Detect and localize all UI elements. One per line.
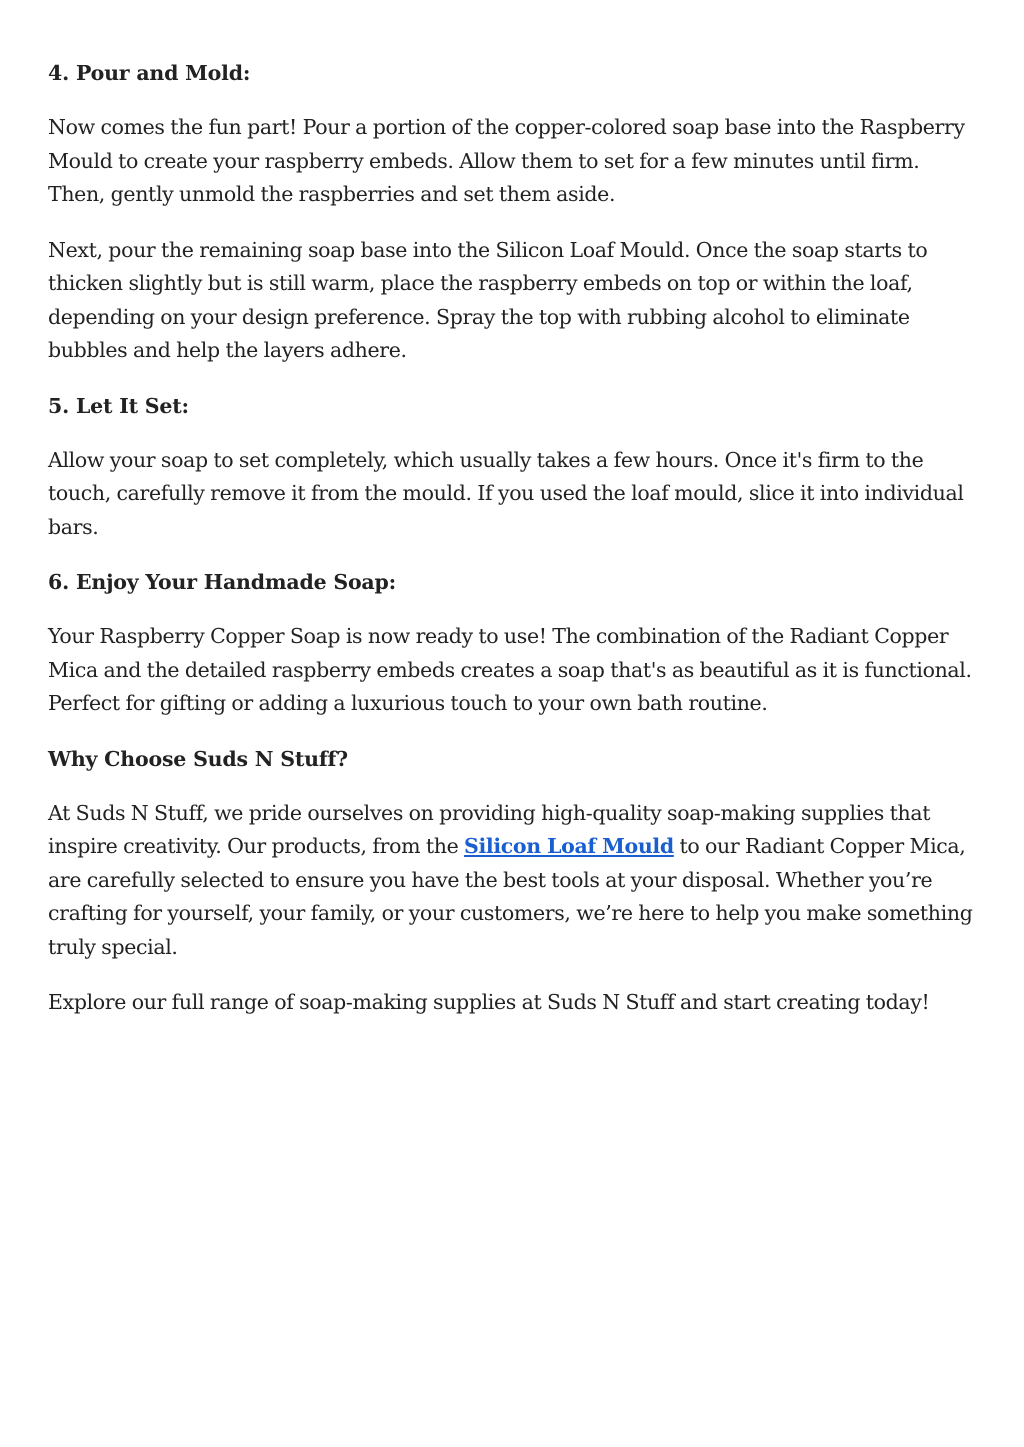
section-heading-why-choose: Why Choose Suds N Stuff? bbox=[48, 746, 348, 771]
section-heading-enjoy-soap: 6. Enjoy Your Handmade Soap: bbox=[48, 570, 397, 594]
section-heading-let-it-set: 5. Let It Set: bbox=[48, 393, 189, 418]
section-heading-pour-and-mold: 4. Pour and Mold: bbox=[48, 61, 251, 85]
paragraph-pour-raspberry-embeds: Now comes the fun part! Pour a portion of the copper-colored soap base into the Raspberry Mould to create your raspberry embeds. Allow them to set for a few minutes until firm. Then, gently unmold the raspberries and set them aside. bbox=[48, 115, 965, 206]
paragraph-why-choose bbox=[48, 797, 978, 965]
paragraph-let-it-set: Allow your soap to set completely, which usually takes a few hours. Once it's firm to the touch, carefully remove it from the mould. If you used the loaf mould, slice it into individual bars. bbox=[48, 447, 964, 539]
paragraph-explore-supplies: Explore our full range of soap-making supplies at Suds N Stuff and start creating today! bbox=[48, 990, 930, 1014]
silicon-loaf-mould-link[interactable]: Silicon Loaf Mould bbox=[464, 834, 674, 858]
why-choose-text-after-link: to our Radiant Copper Mica, are carefully selected to ensure you have the best tools at your disposal. Whether you’re crafting for yourself, your family, or your customers, we’re here to help you make something truly special. bbox=[48, 834, 973, 959]
why-choose-text-before-link: At Suds N Stuff, we pride ourselves on providing high-quality soap-making supplies that inspire creativity. Our products, from the bbox=[48, 800, 931, 858]
paragraph-pour-loaf-mould: Next, pour the remaining soap base into the Silicon Loaf Mould. Once the soap starts to thicken slightly but is still warm, place the raspberry embeds on top or within the loaf, depending on your design preference. Spray the top with rubbing alcohol to eliminate bubbles and help the layers adhere. bbox=[48, 237, 928, 362]
paragraph-enjoy-soap: Your Raspberry Copper Soap is now ready to use! The combination of the Radiant Copper Mica and the detailed raspberry embeds creates a soap that's as beautiful as it is functional. Perfect for gifting or adding a luxurious touch to your own bath routine. bbox=[48, 624, 972, 715]
